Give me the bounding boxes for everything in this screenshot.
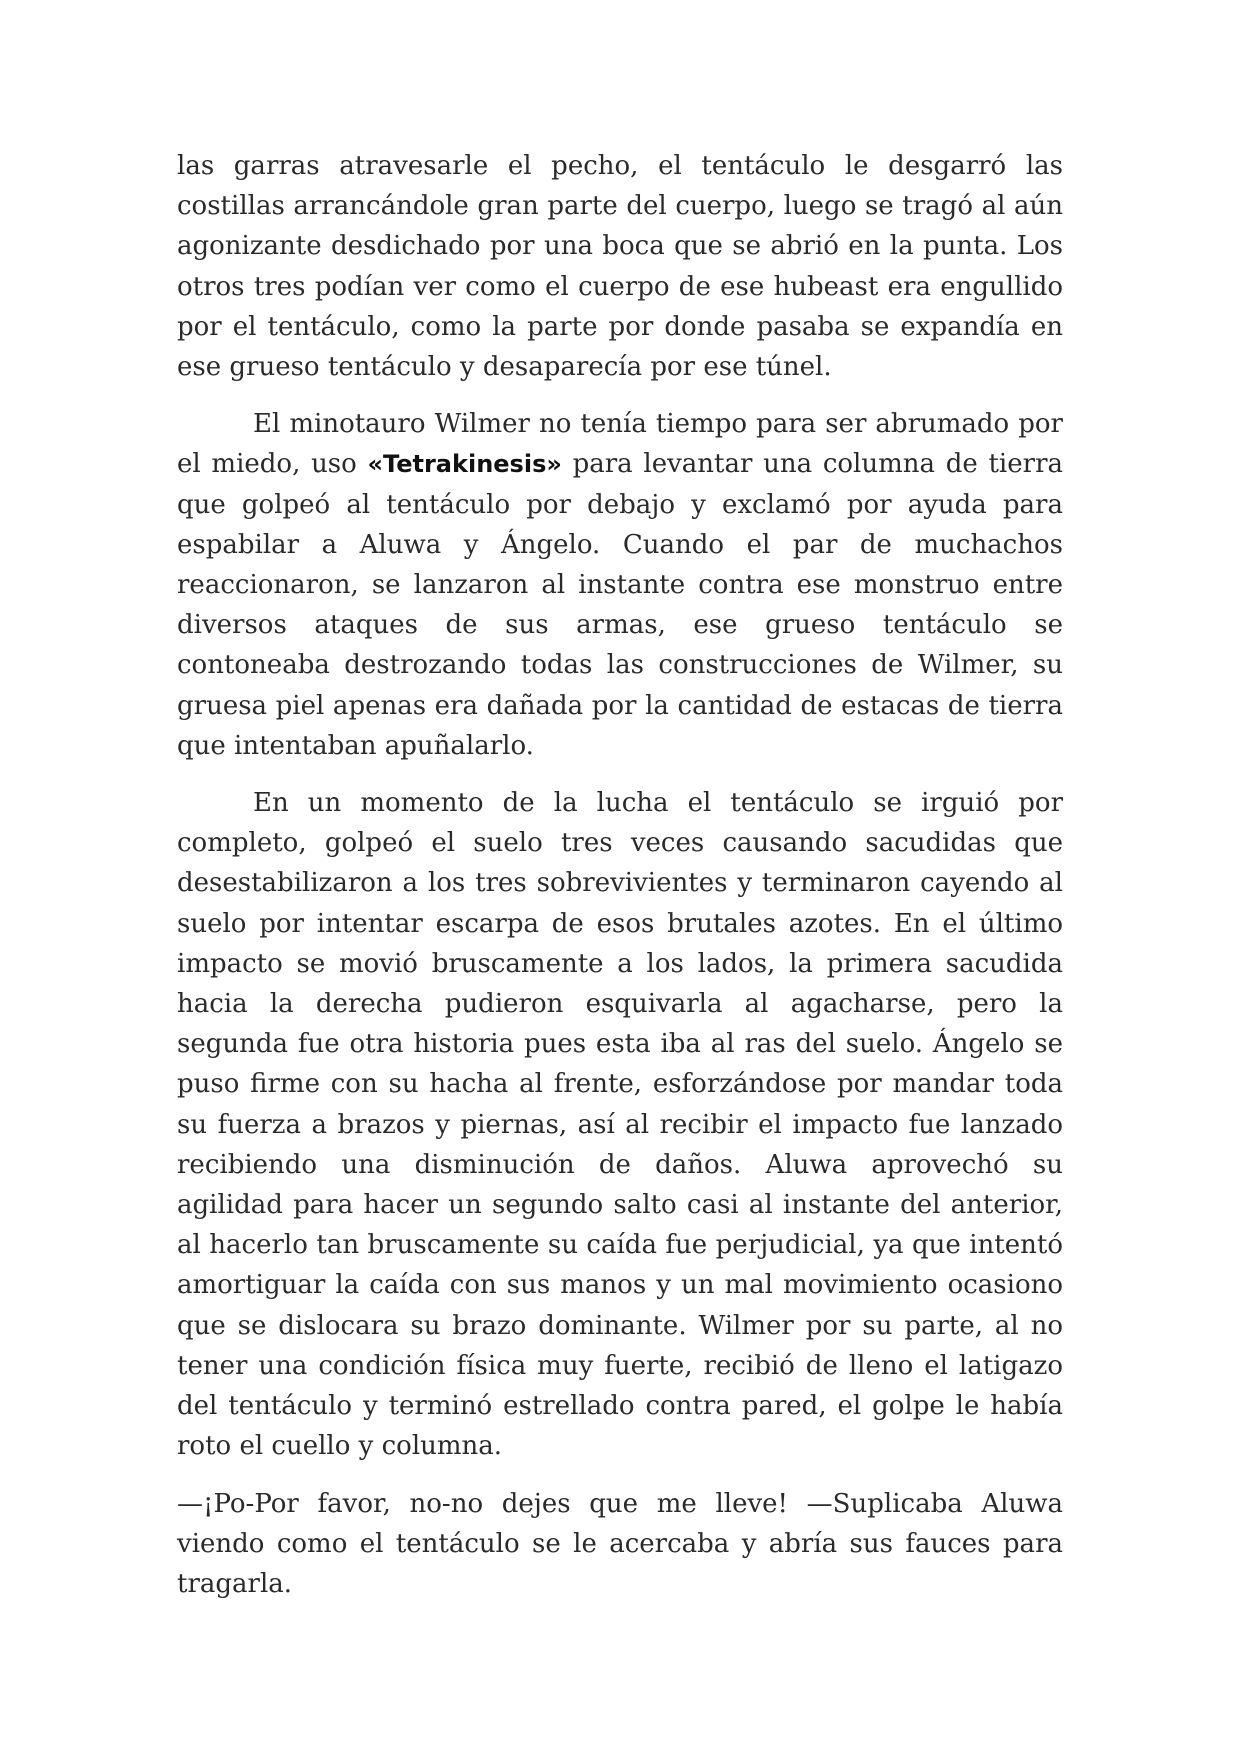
skill-term: «Tetrakinesis» (367, 450, 562, 479)
paragraph-3: En un momento de la lucha el tentáculo se irguió por completo, golpeó el suelo tres veces causando sacudidas que desestabilizaron a los tres sobrevivientes y terminaron cayendo al suelo por intentar escarpa de esos brutales azotes. En el último impacto se movió bruscamente a los lados, la primera sacudida hacia la derecha pudieron esquivarla al agacharse, pero la segunda fue otra historia pues esta iba al ras del suelo. Ángelo se puso firme con su hacha al frente, esforzándose por mandar toda su fuerza a brazos y piernas, así al recibir el impacto fue lanzado recibiendo una disminución de daños. Aluwa aprovechó su agilidad para hacer un segundo salto casi al instante del anterior, al hacerlo tan bruscamente su caída fue perjudicial, ya que intentó amortiguar la caída con sus manos y un mal movimiento ocasiono que se dislocara su brazo dominante. Wilmer por su parte, al no tener una condición física muy fuerte, recibió de lleno el latigazo del tentáculo y terminó estrellado contra pared, el golpe le había roto el cuello y columna. (177, 788, 1063, 1462)
paragraph-2-text-before: El minotauro Wilmer no tenía tiempo para ser abrumado por el miedo, uso (177, 409, 1063, 480)
document-page (177, 146, 1063, 1604)
paragraph-2-text-after: para levantar una columna de tierra que golpeó al tentáculo por debajo y exclamó por ayuda para espabilar a Aluwa y Ángelo. Cuando el par de muchachos reaccionaron, se lanzaron al instante contra ese monstruo entre diversos ataques de sus armas, ese grueso tentáculo se contoneaba destrozando todas las construcciones de Wilmer, su gruesa piel apenas era dañada por la cantidad de estacas de tierra que intentaban apuñalarlo. (177, 449, 1063, 761)
paragraph-4-dialogue: —¡Po-Por favor, no-no dejes que me lleve! —Suplicaba Aluwa viendo como el tentáculo se le acercaba y abría sus fauces para tragarla. (177, 1488, 1063, 1599)
paragraph-2 (177, 404, 1063, 766)
paragraph-1: las garras atravesarle el pecho, el tentáculo le desgarró las costillas arrancándole gran parte del cuerpo, luego se tragó al aún agonizante desdichado por una boca que se abrió en la punta. Los otros tres podían ver como el cuerpo de ese hubeast era engullido por el tentáculo, como la parte por donde pasaba se expandía en ese grueso tentáculo y desaparecía por ese túnel. (177, 151, 1063, 383)
